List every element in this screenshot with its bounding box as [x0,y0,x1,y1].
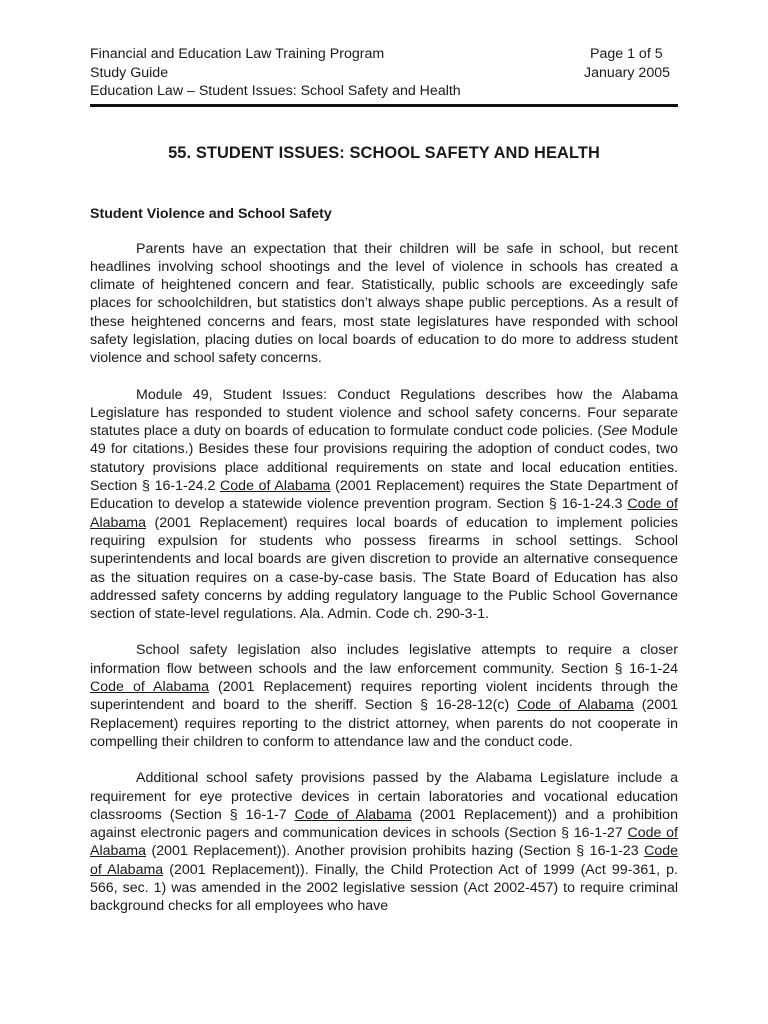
code-of-alabama-citation: Code of Alabama [90,496,678,531]
header-right [584,45,670,82]
text-run: (2001 Replacement)) and a prohibition against electronic pagers and communication devices in schools (Section § 16-1-27 [90,806,678,842]
code-of-alabama-citation: Code of Alabama [294,806,412,823]
page-header [90,45,678,101]
page-title: 55. STUDENT ISSUES: SCHOOL SAFETY AND HEALTH [168,143,600,162]
text-run: Module 49 for citations.) Besides these four provisions requiring the adoption of conduct codes, two statutory provisions place additional requirements on state and local education entities. Section § 16-1-24.2 [90,423,679,495]
code-of-alabama-citation: Code of Alabama [90,843,678,878]
paragraph-1 [90,240,678,368]
document-date: January 2005 [584,64,670,81]
paragraph-4 [90,769,678,915]
header-divider [90,104,678,107]
document-subject: Education Law – Student Issues: School Safety and Health [90,83,461,99]
code-of-alabama-citation: Code of Alabama [90,679,210,696]
text-run: School safety legislation also includes legislative attempts to require a closer information flow between schools and the law enforcement community. Section § 16-1-24 [90,642,678,677]
program-name: Financial and Education Law Training Program [90,46,385,62]
text-run: (2001 Replacement) requires reporting violent incidents through the superintendent and board to the sheriff. Section § 16-28-12(c) [90,679,678,714]
page-number: Page 1 of 5 [590,46,663,62]
code-of-alabama-citation: Code of Alabama [517,697,634,714]
paragraph-2 [90,386,678,624]
code-of-alabama-citation: Code of Alabama [90,825,678,860]
paragraph-3 [90,641,678,751]
text-run: Additional school safety provisions passed by the Alabama Legislature include a requirement for eye protective devices in certain laboratories and vocational education classrooms (Section § 16-1-7 [90,770,678,823]
text-run: (2001 Replacement) requires local boards of education to implement policies requiring expulsion for students who possess firearms in school settings. School superintendents and local boards are given discretion to provide an alternative consequence as the situation requires on a case-by-case basis. The State Board of Education has also addressed safety concerns by adding regulatory language to the Public School Governance section of state-level regulations. Ala. Admin. Code ch. 290-3-1. [90,514,678,623]
paragraph-text: Parents have an expectation that their children will be safe in school, but recent headlines involving school shootings and the level of violence in schools has created a climate of heightened concern and fear. Statistically, public schools are exceedingly safe places for schoolchildren, but statistics don’t always shape public perceptions. As a result of these heightened concerns and fears, most state legislatures have responded with school safety legislation, placing duties on local boards of education to do more to address student violence and school safety concerns. [90,240,678,367]
text-run: (2001 Replacement) requires reporting to the district attorney, when parents do not cooperate in compelling their children to conform to attendance law and the conduct code. [90,697,678,750]
text-run: (2001 Replacement)). Finally, the Child Protection Act of 1999 (Act 99-361, p. 566, sec. 1) was amended in the 2002 legislative session (Act 2002-457) to require criminal background checks for all employees who have [90,861,678,915]
text-run: Module 49, Student Issues: Conduct Regulations describes how the Alabama Legislature has responded to student violence and school safety concerns. Four separate statutes place a duty on boards of education to formulate conduct code policies. ( [90,386,678,440]
document-type: Study Guide [90,64,169,81]
text-run: (2001 Replacement)). Another provision prohibits hazing (Section § 16-1-23 [146,843,645,860]
text-run: (2001 Replacement) requires the State Department of Education to develop a statewide violence prevention program. Section § 16-1-24.3 [90,478,678,513]
code-of-alabama-citation: Code of Alabama [220,478,331,495]
section-heading: Student Violence and School Safety [90,205,332,222]
italic-see: See [602,423,628,440]
document-page [90,45,678,916]
